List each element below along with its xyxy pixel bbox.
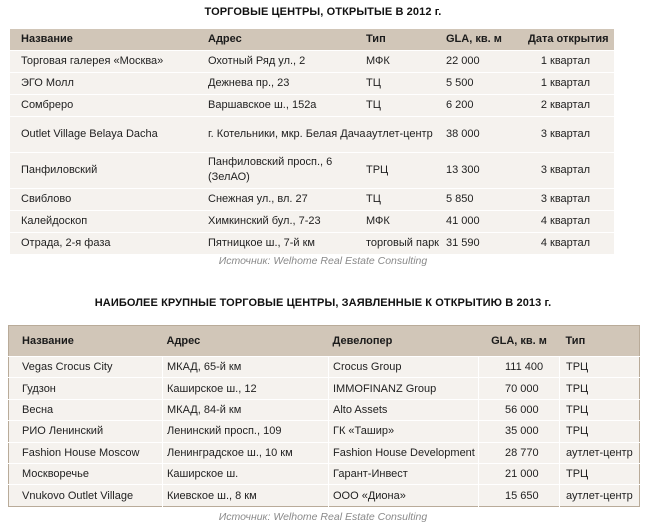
cell-opening-date: 2 квартал	[540, 98, 590, 111]
cell-gla: 28 770	[479, 442, 560, 463]
cell-name: Fashion House Moscow	[22, 446, 140, 459]
header-address: Адрес	[208, 33, 242, 46]
cell-developer: Crocus Group	[329, 357, 479, 378]
cell-gla: 22 000	[446, 54, 480, 67]
cell-type: ТЦ	[366, 192, 381, 205]
table-row	[10, 94, 614, 116]
cell-name: Vegas Crocus City	[22, 361, 113, 374]
opened-2012-table	[10, 29, 614, 254]
cell-type: ТРЦ	[560, 421, 640, 442]
table2-title: НАИБОЛЕЕ КРУПНЫЕ ТОРГОВЫЕ ЦЕНТРЫ, ЗАЯВЛЕННЫЕ К ОТКРЫТИЮ В 2013 г.	[94, 297, 552, 309]
header-type: Тип	[565, 334, 586, 347]
cell-opening-date: 4 квартал	[540, 214, 590, 227]
cell-opening-date: 1 квартал	[540, 54, 590, 67]
cell-name: Сомбреро	[21, 98, 74, 111]
cell-address: Каширское ш.	[163, 463, 329, 484]
cell-type: аутлет-центр	[560, 442, 640, 463]
table1-source: Источник: Welhome Real Estate Consulting	[218, 255, 428, 267]
cell-address: Киевское ш., 8 км	[163, 485, 329, 506]
cell-gla: 6 200	[446, 98, 474, 111]
table-row	[9, 463, 640, 484]
cell-gla: 31 590	[446, 236, 480, 249]
table-row	[9, 421, 640, 442]
header-opening-date: Дата открытия	[528, 33, 609, 46]
header-name: Название	[22, 334, 74, 347]
cell-name: Торговая галерея «Москва»	[21, 54, 164, 67]
table-row	[9, 357, 640, 378]
table-row	[9, 485, 640, 506]
cell-developer: IMMOFINANZ Group	[329, 378, 479, 399]
table-row	[10, 188, 614, 210]
cell-name: Москворечье	[22, 468, 90, 481]
cell-type: ТРЦ	[560, 357, 640, 378]
cell-developer: Гарант-Инвест	[329, 463, 479, 484]
table-header-row	[10, 29, 614, 50]
cell-type: торговый парк	[366, 236, 439, 249]
cell-address: Каширское ш., 12	[163, 378, 329, 399]
table-row	[10, 116, 614, 152]
cell-name: Панфиловский	[21, 163, 98, 176]
cell-name: Отрада, 2-я фаза	[21, 236, 111, 249]
cell-opening-date: 3 квартал	[540, 192, 590, 205]
table2-source: Источник: Welhome Real Estate Consulting	[218, 511, 428, 523]
table-row	[10, 72, 614, 94]
cell-type: ТРЦ	[366, 163, 389, 176]
cell-name: Весна	[22, 403, 54, 416]
header-name: Название	[21, 33, 73, 46]
cell-type: ТЦ	[366, 98, 381, 111]
cell-developer: Alto Assets	[329, 399, 479, 420]
cell-type: аутлет-центр	[366, 127, 433, 140]
table-row	[9, 442, 640, 463]
header-gla: GLA, кв. м	[491, 334, 547, 347]
table1-title: ТОРГОВЫЕ ЦЕНТРЫ, ОТКРЫТЫЕ В 2012 г.	[204, 6, 442, 18]
cell-name: РИО Ленинский	[22, 425, 104, 438]
cell-address: Варшавское ш., 152а	[208, 98, 317, 111]
cell-address: МКАД, 65-й км	[163, 357, 329, 378]
cell-developer: Fashion House Development	[329, 442, 479, 463]
cell-address: Снежная ул., вл. 27	[208, 192, 308, 205]
cell-gla: 38 000	[446, 127, 480, 140]
cell-gla: 35 000	[479, 421, 560, 442]
cell-address: Пятницкое ш., 7-й км	[208, 236, 315, 249]
table-row	[10, 210, 614, 232]
cell-gla: 13 300	[446, 163, 480, 176]
cell-address: Панфиловский просп., 6 (ЗелАО)	[208, 156, 333, 183]
table-row	[9, 378, 640, 399]
cell-gla: 111 400	[479, 357, 560, 378]
header-gla: GLA, кв. м	[446, 33, 502, 46]
cell-name: Свиблово	[21, 192, 72, 205]
table-row	[10, 232, 614, 254]
cell-opening-date: 4 квартал	[540, 236, 590, 249]
cell-address: Ленинский просп., 109	[163, 421, 329, 442]
cell-developer: ООО «Диона»	[329, 485, 479, 506]
cell-gla: 5 850	[446, 192, 474, 205]
cell-opening-date: 3 квартал	[540, 127, 590, 140]
cell-developer: ГК «Ташир»	[329, 421, 479, 442]
cell-type: МФК	[366, 214, 390, 227]
cell-gla: 70 000	[479, 378, 560, 399]
cell-opening-date: 1 квартал	[540, 76, 590, 89]
table-header-row	[9, 326, 640, 357]
cell-gla: 5 500	[446, 76, 474, 89]
cell-address: Химкинский бул., 7-23	[208, 214, 321, 227]
cell-gla: 15 650	[479, 485, 560, 506]
cell-type: ТРЦ	[560, 378, 640, 399]
cell-name: Гудзон	[22, 382, 56, 395]
cell-gla: 56 000	[479, 399, 560, 420]
cell-address: МКАД, 84-й км	[163, 399, 329, 420]
cell-name: Калейдоскоп	[21, 214, 88, 227]
cell-address: Дежнева пр., 23	[208, 76, 290, 89]
table-row	[9, 399, 640, 420]
table-row	[10, 50, 614, 72]
cell-address: Охотный Ряд ул., 2	[208, 54, 306, 67]
cell-opening-date: 3 квартал	[540, 163, 590, 176]
cell-type: ТРЦ	[560, 399, 640, 420]
cell-name: ЭГО Молл	[21, 76, 74, 89]
cell-type: ТЦ	[366, 76, 381, 89]
header-address: Адрес	[166, 334, 201, 347]
header-type: Тип	[366, 33, 386, 46]
header-developer: Девелопер	[332, 334, 393, 347]
cell-type: ТРЦ	[560, 463, 640, 484]
planned-2013-table	[8, 325, 640, 507]
table-row	[10, 152, 614, 188]
cell-name: Vnukovo Outlet Village	[22, 489, 134, 502]
cell-address: г. Котельники, мкр. Белая Дача	[208, 127, 366, 140]
cell-gla: 21 000	[479, 463, 560, 484]
cell-type: МФК	[366, 54, 390, 67]
cell-address: Ленинградское ш., 10 км	[163, 442, 329, 463]
cell-name: Outlet Village Belaya Dacha	[21, 127, 158, 140]
cell-type: аутлет-центр	[560, 485, 640, 506]
cell-gla: 41 000	[446, 214, 480, 227]
